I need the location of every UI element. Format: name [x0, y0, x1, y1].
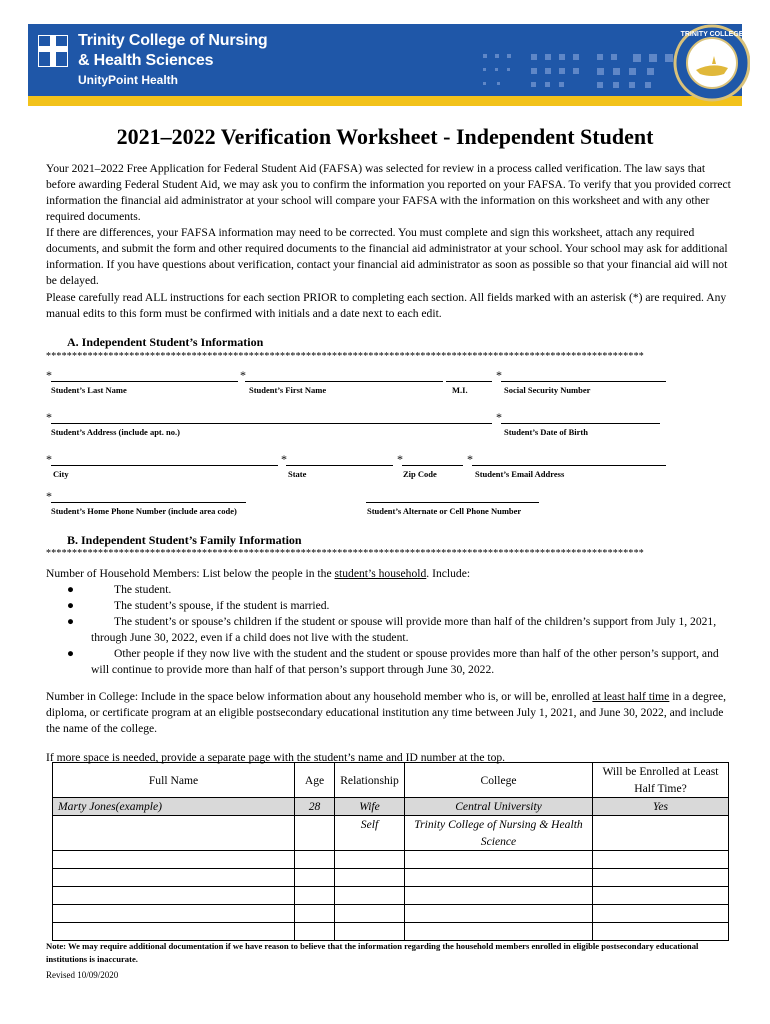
- household-intro-end: . Include:: [426, 567, 471, 580]
- last-name-input-line[interactable]: [51, 381, 238, 382]
- more-space-note: If more space is needed, provide a separate page with the student’s name and ID number at the top.: [46, 751, 506, 764]
- table-cell[interactable]: [405, 851, 593, 869]
- table-cell: Yes: [593, 798, 729, 816]
- last-name-label: Student’s Last Name: [51, 385, 127, 395]
- table-cell[interactable]: [405, 923, 593, 941]
- logo-text-unitypoint: UnityPoint Health: [78, 73, 179, 87]
- list-item: [46, 582, 736, 598]
- table-cell[interactable]: [295, 816, 335, 851]
- table-cell[interactable]: [53, 887, 295, 905]
- college-intro: [46, 689, 736, 737]
- city-input-line[interactable]: [51, 465, 278, 466]
- middle-initial-input-line[interactable]: [446, 381, 492, 382]
- header-enrolled-half-time: Will be Enrolled at Least Half Time?: [593, 763, 729, 798]
- table-cell: Central University: [405, 798, 593, 816]
- logo-text-college: Trinity College of Nursing: [78, 32, 268, 49]
- table-cell[interactable]: [593, 887, 729, 905]
- required-asterisk: *: [46, 452, 52, 466]
- zip-code-label: Zip Code: [403, 469, 437, 479]
- required-asterisk: *: [496, 368, 502, 382]
- required-asterisk: *: [397, 452, 403, 466]
- table-row[interactable]: [53, 905, 729, 923]
- home-phone-label: Student’s Home Phone Number (include area code): [51, 506, 237, 516]
- table-cell[interactable]: [593, 851, 729, 869]
- table-cell[interactable]: [53, 816, 295, 851]
- state-input-line[interactable]: [286, 465, 393, 466]
- table-row[interactable]: [53, 816, 729, 851]
- table-cell[interactable]: [335, 905, 405, 923]
- section-b-divider: *******************************************************************************************************************: [46, 548, 644, 559]
- table-cell[interactable]: [53, 905, 295, 923]
- required-asterisk: *: [467, 452, 473, 466]
- address-input-line[interactable]: [51, 423, 492, 424]
- table-cell[interactable]: [335, 869, 405, 887]
- first-name-label: Student’s First Name: [249, 385, 327, 395]
- college-seal-icon: [672, 22, 750, 104]
- page-title: 2021–2022 Verification Worksheet - Independent Student: [116, 124, 654, 149]
- required-asterisk: *: [46, 489, 52, 503]
- section-b-title: B. Independent Student’s Family Information: [67, 533, 302, 547]
- first-name-input-line[interactable]: [245, 381, 443, 382]
- section-a-title: A. Independent Student’s Information: [67, 335, 264, 349]
- household-college-table: [52, 762, 729, 941]
- household-intro: [46, 566, 736, 582]
- list-item-text: Other people if they now live with the student and the student or spouse provides more than half of the other person’s support, and will continue to provide more than half of that person’s support through June 30, 2022.: [91, 647, 719, 676]
- table-row[interactable]: [53, 923, 729, 941]
- table-cell[interactable]: [53, 851, 295, 869]
- table-cell[interactable]: [295, 905, 335, 923]
- table-cell[interactable]: [335, 923, 405, 941]
- address-label: Student’s Address (include apt. no.): [51, 427, 180, 437]
- bullet-icon: ●: [67, 599, 75, 612]
- list-item-text: The student.: [114, 583, 172, 596]
- table-cell[interactable]: [593, 816, 729, 851]
- table-cell[interactable]: [335, 851, 405, 869]
- date-of-birth-label: Student’s Date of Birth: [504, 427, 588, 437]
- header-relationship: Relationship: [335, 763, 405, 798]
- table-cell[interactable]: [295, 869, 335, 887]
- alt-phone-label: Student’s Alternate or Cell Phone Number: [367, 506, 522, 516]
- table-cell[interactable]: [405, 869, 593, 887]
- required-asterisk: *: [240, 368, 246, 382]
- table-cell[interactable]: [295, 851, 335, 869]
- college-intro-end: in a degree, diploma, or certificate program at an eligible postsecondary educational institution any time between July 1, 2021, and June 30, 2022, and include the name of the college.: [46, 690, 726, 735]
- header-age: Age: [295, 763, 335, 798]
- bullet-icon: ●: [67, 647, 75, 660]
- svg-text:TRINITY COLLEGE: TRINITY COLLEGE: [680, 31, 744, 38]
- state-label: State: [288, 469, 307, 479]
- college-intro-text: Number in College: Include in the space below information about any household member who is, or will be, enrolled: [46, 690, 593, 703]
- list-item: [46, 646, 736, 678]
- table-row[interactable]: [53, 851, 729, 869]
- table-cell[interactable]: [295, 887, 335, 905]
- table-header-row: [53, 763, 729, 798]
- date-of-birth-input-line[interactable]: [501, 423, 660, 424]
- table-cell[interactable]: [335, 887, 405, 905]
- table-row-example: [53, 798, 729, 816]
- table-cell[interactable]: [593, 905, 729, 923]
- table-cell[interactable]: [593, 923, 729, 941]
- required-asterisk: *: [281, 452, 287, 466]
- table-cell[interactable]: Self: [335, 816, 405, 851]
- table-cell[interactable]: [295, 923, 335, 941]
- email-label: Student’s Email Address: [475, 469, 565, 479]
- table-cell[interactable]: [405, 887, 593, 905]
- bullet-icon: ●: [67, 615, 75, 628]
- intro-paragraph-3: Please carefully read ALL instructions for each section PRIOR to completing each section. All fields marked with an asterisk (*) are required. Any manual edits to this form must be confirmed with initials and a date next to each edit.: [46, 291, 727, 320]
- cross-logo-icon: [38, 35, 68, 67]
- required-asterisk: *: [496, 410, 502, 424]
- table-cell: Wife: [335, 798, 405, 816]
- household-intro-text: Number of Household Members: List below the people in the: [46, 567, 335, 580]
- list-item-text: The student’s or spouse’s children if the student or spouse will provide more than half of the children’s support from July 1, 2021, through June 30, 2022, even if a child does not live with the student.: [91, 615, 717, 644]
- zip-code-input-line[interactable]: [402, 465, 463, 466]
- table-row[interactable]: [53, 869, 729, 887]
- home-phone-input-line[interactable]: [51, 502, 246, 503]
- ssn-input-line[interactable]: [501, 381, 666, 382]
- email-input-line[interactable]: [472, 465, 666, 466]
- table-cell[interactable]: Trinity College of Nursing & Health Science: [405, 816, 593, 851]
- required-asterisk: *: [46, 368, 52, 382]
- table-cell: 28: [295, 798, 335, 816]
- list-item: [46, 614, 736, 646]
- required-asterisk: *: [46, 410, 52, 424]
- logo-text-health-sciences: & Health Sciences: [78, 52, 214, 69]
- alt-phone-input-line[interactable]: [366, 502, 539, 503]
- list-item-text: The student’s spouse, if the student is married.: [114, 599, 330, 612]
- header-college: College: [405, 763, 593, 798]
- bullet-icon: ●: [67, 583, 75, 596]
- household-member-list: [46, 582, 736, 678]
- section-a-divider: *******************************************************************************************************************: [46, 351, 644, 362]
- table-row[interactable]: [53, 887, 729, 905]
- table-cell[interactable]: [53, 869, 295, 887]
- table-cell: Marty Jones(example): [53, 798, 295, 816]
- intro-paragraph-2: If there are differences, your FAFSA information may need to be corrected. You must complete and sign this worksheet, attach any required documents, and submit the form and other required documents to the financial aid administrator at your school. Your school may ask for additional information. If you have questions about verification, contact your financial aid administrator as soon as possible so that your financial aid will not be delayed.: [46, 226, 728, 287]
- list-item: [46, 598, 736, 614]
- middle-initial-label: M.I.: [452, 385, 468, 395]
- table-cell[interactable]: [405, 905, 593, 923]
- half-time-link: at least half time: [592, 690, 670, 703]
- household-link: student’s household: [334, 567, 427, 580]
- documentation-note: Note: We may require additional documentation if we have reason to believe that the information regarding the household members enrolled in eligible postsecondary educational institutions is inaccurate.: [46, 941, 699, 964]
- header-full-name: Full Name: [53, 763, 295, 798]
- revised-date: Revised 10/09/2020: [46, 970, 119, 980]
- table-cell[interactable]: [593, 869, 729, 887]
- banner-gold-stripe: [28, 96, 742, 106]
- intro-paragraph-1: Your 2021–2022 Free Application for Federal Student Aid (FAFSA) was selected for review in a process called verification. The law says that before awarding Federal Student Aid, we may ask you to confirm the information you reported on your FAFSA. To verify that you provided correct information the financial aid administrator at your school will compare your FAFSA with the information on this worksheet and with any other required documents.: [46, 162, 731, 223]
- table-cell[interactable]: [53, 923, 295, 941]
- city-label: City: [53, 469, 69, 479]
- ssn-label: Social Security Number: [504, 385, 591, 395]
